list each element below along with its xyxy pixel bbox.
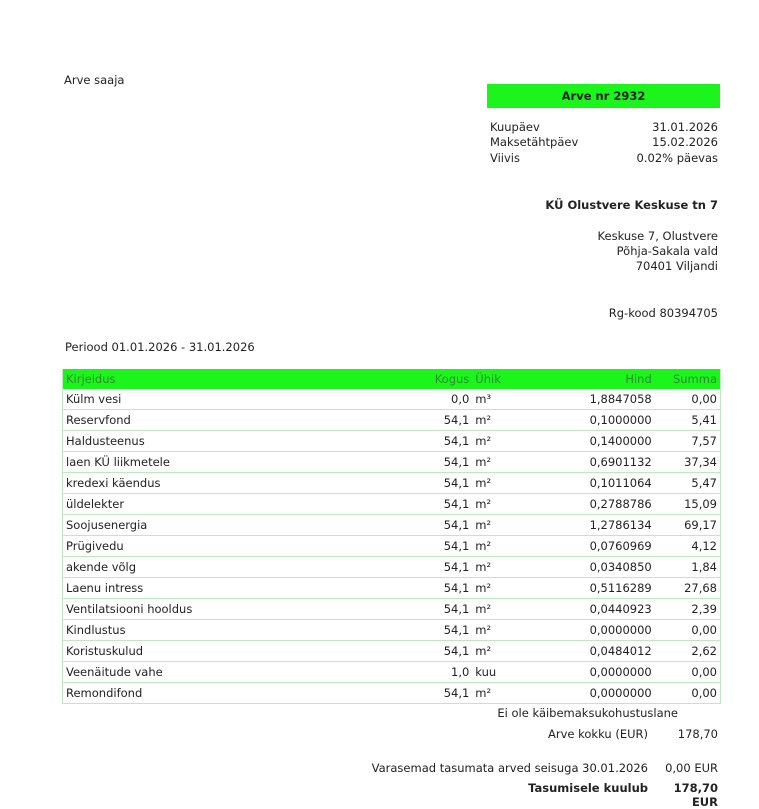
invoice-total-row — [548, 727, 718, 741]
cell-sum: 0,00 — [655, 389, 721, 410]
column-header-price: Hind — [514, 369, 655, 389]
previous-unpaid-label: Varasemad tasumata arved seisuga 30.01.2026 — [371, 761, 648, 775]
amount-due-label: Tasumisele kuulub — [528, 781, 648, 795]
cell-description: Soojusenergia — [63, 515, 421, 536]
cell-sum: 7,57 — [655, 431, 721, 452]
table-row — [63, 641, 721, 662]
cell-unit: m² — [472, 641, 514, 662]
billing-period: Periood 01.01.2026 - 31.01.2026 — [65, 340, 255, 354]
meta-row-date — [490, 120, 718, 134]
cell-quantity: 54,1 — [420, 620, 472, 641]
amount-due-value: 178,70 EUR — [673, 781, 718, 809]
cell-sum: 27,68 — [655, 578, 721, 599]
cell-unit: m² — [472, 578, 514, 599]
cell-description: Laenu intress — [63, 578, 421, 599]
cell-sum: 4,12 — [655, 536, 721, 557]
amount-due-row — [528, 781, 718, 809]
total-value: 178,70 — [677, 727, 718, 741]
cell-quantity: 54,1 — [420, 683, 472, 704]
cell-unit: m² — [472, 557, 514, 578]
cell-unit: m² — [472, 599, 514, 620]
cell-quantity: 1,0 — [420, 662, 472, 683]
cell-description: Kindlustus — [63, 620, 421, 641]
cell-sum: 0,00 — [655, 620, 721, 641]
total-label: Arve kokku (EUR) — [548, 727, 648, 741]
cell-price: 0,0000000 — [514, 620, 655, 641]
cell-description: kredexi käendus — [63, 473, 421, 494]
cell-unit: m² — [472, 473, 514, 494]
cell-unit: kuu — [472, 662, 514, 683]
cell-description: Külm vesi — [63, 389, 421, 410]
table-row — [63, 662, 721, 683]
meta-value: 31.01.2026 — [652, 120, 718, 134]
cell-sum: 0,00 — [655, 683, 721, 704]
company-address-line: Keskuse 7, Olustvere — [597, 229, 718, 243]
cell-price: 0,0440923 — [514, 599, 655, 620]
cell-description: Reservfond — [63, 410, 421, 431]
column-header-quantity: Kogus — [420, 369, 472, 389]
cell-quantity: 54,1 — [420, 473, 472, 494]
cell-unit: m² — [472, 683, 514, 704]
cell-price: 0,0484012 — [514, 641, 655, 662]
cell-price: 0,0000000 — [514, 683, 655, 704]
table-row — [63, 410, 721, 431]
cell-sum: 69,17 — [655, 515, 721, 536]
cell-quantity: 54,1 — [420, 578, 472, 599]
table-row — [63, 515, 721, 536]
meta-label: Maksetähtpäev — [490, 135, 579, 149]
cell-unit: m² — [472, 536, 514, 557]
table-row — [63, 683, 721, 704]
cell-price: 0,0000000 — [514, 662, 655, 683]
cell-quantity: 54,1 — [420, 410, 472, 431]
cell-sum: 2,39 — [655, 599, 721, 620]
cell-quantity: 54,1 — [420, 494, 472, 515]
cell-quantity: 54,1 — [420, 536, 472, 557]
cell-unit: m² — [472, 620, 514, 641]
table-header-row — [63, 369, 721, 389]
table-row — [63, 557, 721, 578]
previous-unpaid-row — [372, 761, 718, 775]
vat-note: Ei ole käibemaksukohustuslane — [497, 706, 678, 720]
cell-description: Remondifond — [63, 683, 421, 704]
table-row — [63, 452, 721, 473]
column-header-description: Kirjeldus — [63, 369, 421, 389]
cell-price: 0,1400000 — [514, 431, 655, 452]
meta-row-penalty — [490, 151, 718, 165]
invoice-items-table — [62, 369, 721, 704]
cell-unit: m² — [472, 410, 514, 431]
cell-quantity: 54,1 — [420, 431, 472, 452]
table-row — [63, 389, 721, 410]
table-row — [63, 431, 721, 452]
invoice-number-header: Arve nr 2932 — [487, 84, 720, 108]
company-name: KÜ Olustvere Keskuse tn 7 — [545, 198, 718, 212]
cell-description: üldelekter — [63, 494, 421, 515]
cell-unit: m² — [472, 452, 514, 473]
meta-label: Viivis — [490, 151, 520, 165]
table-row — [63, 599, 721, 620]
meta-label: Kuupäev — [490, 120, 540, 134]
cell-price: 0,2788786 — [514, 494, 655, 515]
table-row — [63, 578, 721, 599]
company-address-line: 70401 Viljandi — [635, 259, 718, 273]
meta-value: 0.02% päevas — [636, 151, 718, 165]
cell-quantity: 54,1 — [420, 641, 472, 662]
cell-unit: m² — [472, 494, 514, 515]
cell-sum: 2,62 — [655, 641, 721, 662]
table-row — [63, 620, 721, 641]
cell-unit: m² — [472, 431, 514, 452]
table-row — [63, 494, 721, 515]
cell-description: Ventilatsiooni hooldus — [63, 599, 421, 620]
cell-quantity: 54,1 — [420, 515, 472, 536]
cell-unit: m³ — [472, 389, 514, 410]
meta-value: 15.02.2026 — [652, 135, 718, 149]
table-row — [63, 536, 721, 557]
cell-price: 0,0760969 — [514, 536, 655, 557]
cell-description: Koristuskulud — [63, 641, 421, 662]
cell-price: 1,2786134 — [514, 515, 655, 536]
cell-quantity: 54,1 — [420, 599, 472, 620]
column-header-sum: Summa — [655, 369, 721, 389]
table-row — [63, 473, 721, 494]
column-header-unit: Ühik — [472, 369, 514, 389]
cell-price: 1,8847058 — [514, 389, 655, 410]
cell-sum: 15,09 — [655, 494, 721, 515]
cell-sum: 37,34 — [655, 452, 721, 473]
meta-row-due-date — [490, 135, 718, 149]
cell-quantity: 54,1 — [420, 557, 472, 578]
cell-price: 0,5116289 — [514, 578, 655, 599]
cell-sum: 5,41 — [655, 410, 721, 431]
cell-price: 0,1000000 — [514, 410, 655, 431]
cell-sum: 1,84 — [655, 557, 721, 578]
cell-description: laen KÜ liikmetele — [63, 452, 421, 473]
cell-price: 0,6901132 — [514, 452, 655, 473]
cell-sum: 0,00 — [655, 662, 721, 683]
company-reg-code: Rg-kood 80394705 — [608, 306, 718, 320]
cell-quantity: 0,0 — [420, 389, 472, 410]
cell-description: Haldusteenus — [63, 431, 421, 452]
cell-unit: m² — [472, 515, 514, 536]
cell-price: 0,1011064 — [514, 473, 655, 494]
cell-sum: 5,47 — [655, 473, 721, 494]
cell-description: Prügivedu — [63, 536, 421, 557]
previous-unpaid-value: 0,00 EUR — [665, 761, 718, 775]
cell-quantity: 54,1 — [420, 452, 472, 473]
cell-description: Veenäitude vahe — [63, 662, 421, 683]
recipient-label: Arve saaja — [64, 73, 125, 87]
cell-description: akende võlg — [63, 557, 421, 578]
cell-price: 0,0340850 — [514, 557, 655, 578]
company-address-line: Põhja-Sakala vald — [616, 244, 718, 258]
